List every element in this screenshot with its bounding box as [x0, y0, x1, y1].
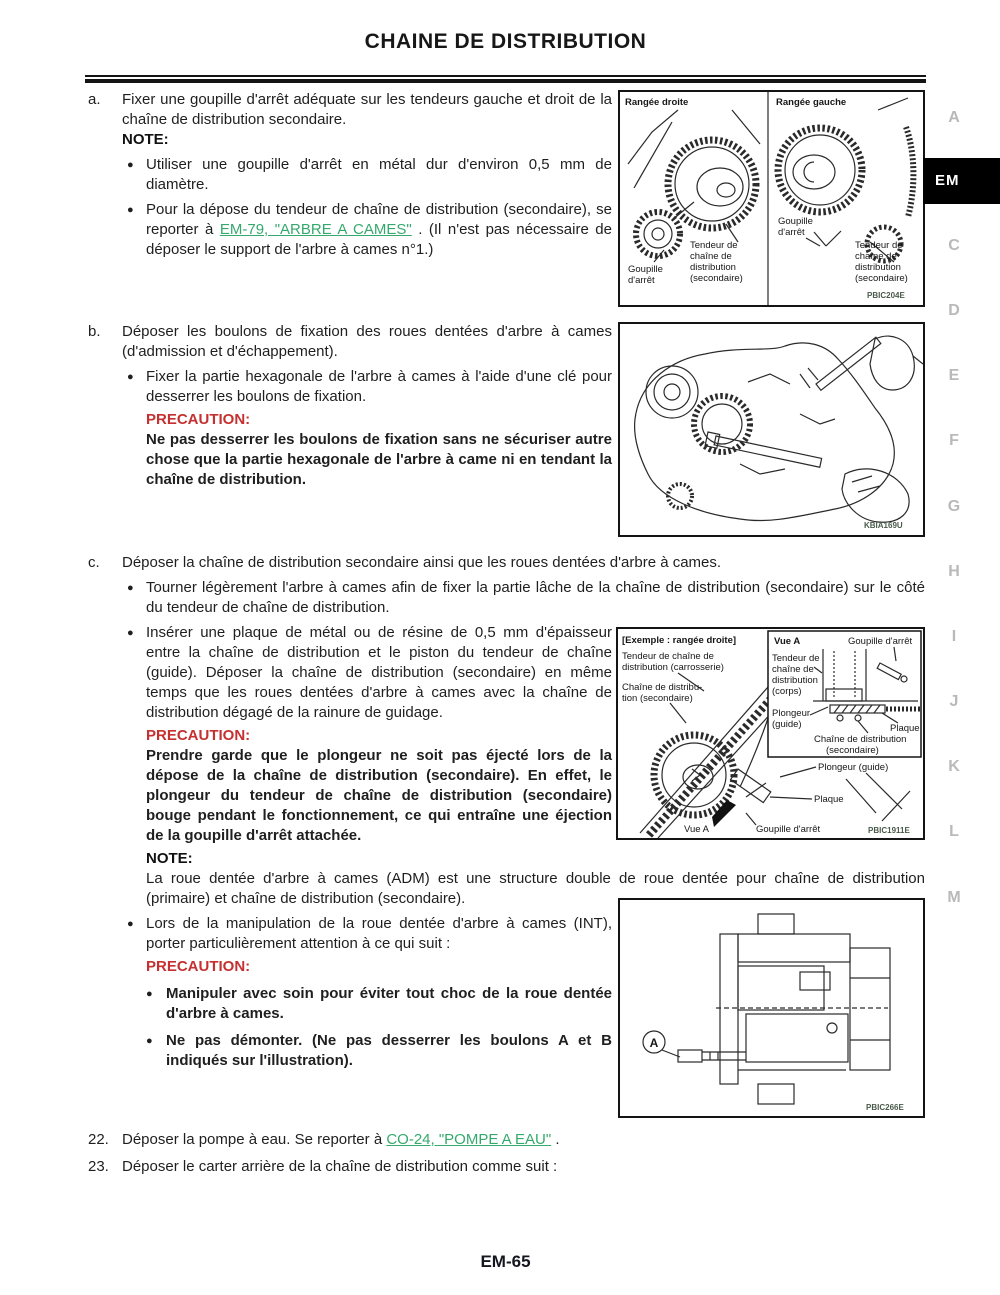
fig3-vue-a-label: Vue A: [774, 636, 801, 647]
fig2-code: KBIA169U: [864, 521, 903, 530]
tab-em-active: EM: [923, 158, 1000, 204]
section-c-intro: Déposer la chaîne de distribution secondaire ainsi que les roues dentées d'arbre à cames.: [122, 554, 722, 571]
section-c-bullet-insert: [122, 623, 612, 723]
section-a: [88, 90, 612, 260]
bullet-2-prefix: Pour la dépose du tendeur de chaîne de distribution (secondaire), se reporter à: [146, 201, 612, 238]
fig3-chaine-sec2-line2: (secondaire): [826, 745, 879, 756]
section-b-marker: b.: [88, 323, 101, 340]
section-a-bullet-1: [122, 155, 612, 195]
tab-k: K: [948, 758, 960, 775]
tab-g: G: [947, 498, 961, 515]
fig3-chaine-sec2-line1: Chaîne de distribution: [814, 734, 907, 745]
reference-link-co24[interactable]: CO-24, "POMPE A EAU": [386, 1131, 552, 1148]
section-c-sub-bullet-1: [146, 984, 612, 1024]
figure-4-drawing: [620, 900, 923, 1116]
section-c-marker: c.: [88, 554, 100, 571]
section-b-precaution-text: Ne pas desserrer les boulons de fixation sans ne sécuriser autre chose que la partie hexagonale de l'arbre à came ni en tendant la chaîne de distribution.: [146, 431, 612, 488]
fig1-tendeur2-line2: chaîne de: [855, 251, 897, 262]
fig3-code: PBIC1911E: [868, 826, 910, 835]
section-c-bullet-turn: [122, 578, 925, 618]
fig3-goupille-main-label: Goupille d'arrêt: [756, 824, 821, 835]
bullet-icon: ●: [127, 159, 134, 171]
fig1-code: PBIC204E: [867, 291, 905, 300]
fig3-vue-a-main-label: Vue A: [684, 824, 710, 835]
fig3-plaque-label: Plaque: [890, 723, 920, 734]
fig3-tendeur-corps-line4: (corps): [772, 686, 802, 697]
section-a-bullet-2-text: [146, 200, 612, 260]
figure-sprocket-cross-section: [618, 898, 925, 1118]
step-22-suffix: .: [551, 1131, 560, 1148]
tab-a: A: [948, 109, 960, 126]
fig4-bolt-label: A: [649, 1036, 659, 1050]
tab-f: F: [949, 432, 959, 449]
figure-1-drawing: [620, 92, 923, 305]
fig1-tendeur-line2: chaîne de: [690, 251, 732, 262]
section-c-precaution-text: Prendre garde que le plongeur ne soit pas éjecté lors de la dépose de la chaîne de distribution (secondaire). En effet, le plongeur du tendeur de chaîne de distribution (secondaire) bouge pendant le fonctionnement, ce qui entraîne une éjection de la goupille d'arrêt attachée.: [146, 747, 612, 844]
view-a-arrow: [712, 800, 736, 827]
fig3-plaque-main-label: Plaque: [814, 794, 844, 805]
step-22: [88, 1130, 928, 1150]
section-a-intro: Fixer une goupille d'arrêt adéquate sur les tendeurs gauche et droit de la chaîne de distribution secondaire.: [122, 91, 612, 128]
fig1-goupille2-line2: d'arrêt: [778, 227, 805, 238]
section-c-bullet-handle: [122, 914, 612, 954]
section-c-bullet-handle-text: Lors de la manipulation de la roue dentée d'arbre à cames (INT), porter particulièrement attention à ce qui suit :: [146, 915, 612, 952]
section-b-bullet-1-text: Fixer la partie hexagonale de l'arbre à cames à l'aide d'une clé pour desserrer les boulons de fixation.: [146, 368, 612, 405]
fig1-tendeur2-line4: (secondaire): [855, 273, 908, 284]
page-title: CHAINE DE DISTRIBUTION: [364, 30, 647, 53]
section-c-precaution-label: PRECAUTION:: [146, 727, 251, 744]
section-a-bullet-2: [122, 200, 612, 260]
fig1-tendeur-line1: Tendeur de: [690, 240, 738, 251]
section-c-note-text: La roue dentée d'arbre à cames (ADM) est une structure double de roue dentée pour chaîne de distribution (primaire) et chaîne de distribution (secondaire).: [146, 870, 925, 907]
fig1-tendeur-line3: distribution: [690, 262, 736, 273]
fig4-code: PBIC266E: [866, 1103, 904, 1112]
fig3-tendeur-carr-line1: Tendeur de chaîne de: [622, 651, 714, 662]
section-c-note-label: NOTE:: [146, 850, 193, 867]
section-a-note-label: NOTE:: [122, 131, 169, 148]
page-number: EM-65: [480, 1252, 531, 1271]
section-b-bullet-1: [122, 367, 612, 407]
bullet-icon: ●: [146, 1035, 153, 1047]
fig3-plongeur-main-label: Plongeur (guide): [818, 762, 889, 773]
bullet-icon: ●: [127, 627, 134, 639]
fig1-goupille2-line1: Goupille: [778, 216, 813, 227]
section-b-intro: Déposer les boulons de fixation des roues dentées d'arbre à cames (d'admission et d'échappement).: [122, 323, 612, 360]
section-c-bullet-insert-text: Insérer une plaque de métal ou de résine de 0,5 mm d'épaisseur entre la chaîne de distribution et le piston du tendeur de chaîne (guide). Déposer la chaîne de distribution (secondaire) en même temps que les roues dentées d'arbre à cames avec la chaîne de distribution dégagé de la rainure de guidage.: [146, 624, 612, 721]
tab-c: C: [948, 237, 960, 254]
fig3-tendeur-corps-line1: Tendeur de: [772, 653, 820, 664]
bullet-icon: ●: [146, 988, 153, 1000]
fig3-exemple-label: [Exemple : rangée droite]: [622, 635, 737, 646]
section-c-sub-bullet-2: [146, 1031, 612, 1071]
fig3-tendeur-corps-line3: distribution: [772, 675, 818, 686]
tab-m: M: [947, 889, 961, 906]
section-b: [88, 322, 612, 490]
tab-j: J: [949, 693, 959, 710]
fig1-left-title: Rangée droite: [625, 97, 689, 108]
reference-link-em79[interactable]: EM-79, "ARBRE A CAMES": [219, 221, 412, 238]
tab-l: L: [949, 823, 959, 840]
fig3-chaine-sec-line1: Chaîne de distribu-: [622, 682, 703, 693]
fig1-tendeur2-line3: distribution: [855, 262, 901, 273]
bullet-2-suffix: . (Il n'est pas nécessaire de déposer le support de l'arbre à cames n°1.): [146, 221, 612, 258]
fig3-chaine-sec-line2: tion (secondaire): [622, 693, 693, 704]
fig1-tendeur2-line1: Tendeur de: [855, 240, 903, 251]
step-22-text: [122, 1130, 928, 1150]
figure-camshaft-wrench: [618, 322, 925, 537]
bullet-icon: ●: [127, 371, 134, 383]
fig1-tendeur-line4: (secondaire): [690, 273, 743, 284]
tab-e: E: [948, 367, 960, 384]
tab-i: I: [951, 628, 957, 645]
tab-h: H: [948, 563, 960, 580]
figure-3-drawing: [618, 629, 923, 838]
figure-timing-chain-pins: [618, 90, 925, 307]
fig3-plongeur-line2: (guide): [772, 719, 802, 730]
step-22-number: 22.: [88, 1131, 109, 1148]
bullet-icon: ●: [127, 582, 134, 594]
step-23-number: 23.: [88, 1158, 109, 1175]
section-a-bullet-1-text: Utiliser une goupille d'arrêt en métal dur d'environ 0,5 mm de diamètre.: [146, 156, 612, 193]
section-a-marker: a.: [88, 91, 101, 108]
bullet-icon: ●: [127, 204, 134, 216]
step-list: [88, 1130, 928, 1184]
step-23: [88, 1157, 928, 1177]
fig1-right-title: Rangée gauche: [776, 97, 847, 108]
fig1-goupille-line1: Goupille: [628, 264, 663, 275]
section-c-bullet-turn-text: Tourner légèrement l'arbre à cames afin de fixer la partie lâche de la chaîne de distribution (secondaire) sur le côté du tendeur de chaîne de distribution.: [146, 579, 925, 616]
bullet-icon: ●: [127, 918, 134, 930]
fig3-goupille-inset-label: Goupille d'arrêt: [848, 636, 913, 647]
section-b-precaution-label: PRECAUTION:: [146, 411, 251, 428]
figure-2-drawing: [620, 324, 923, 535]
section-c-sub-bullet-2-text: Ne pas démonter. (Ne pas desserrer les boulons A et B indiqués sur l'illustration).: [166, 1032, 612, 1069]
header-rule-thin: [85, 75, 926, 77]
tab-d: D: [948, 302, 960, 319]
fig3-plongeur-line1: Plongeur: [772, 708, 811, 719]
figure-tensioner-detail: [616, 627, 925, 840]
fig1-goupille-line2: d'arrêt: [628, 275, 655, 286]
header-rule-thick: [85, 79, 926, 83]
step-22-prefix: Déposer la pompe à eau. Se reporter à: [122, 1131, 387, 1148]
fig3-tendeur-carr-line2: distribution (carrosserie): [622, 662, 724, 673]
fig3-tendeur-corps-line2: chaîne de: [772, 664, 814, 675]
section-c-sub-bullet-1-text: Manipuler avec soin pour éviter tout choc de la roue dentée d'arbre à cames.: [166, 985, 612, 1022]
section-c-precaution-label-2: PRECAUTION:: [146, 958, 251, 975]
step-23-text: Déposer le carter arrière de la chaîne de distribution comme suit :: [122, 1158, 558, 1175]
